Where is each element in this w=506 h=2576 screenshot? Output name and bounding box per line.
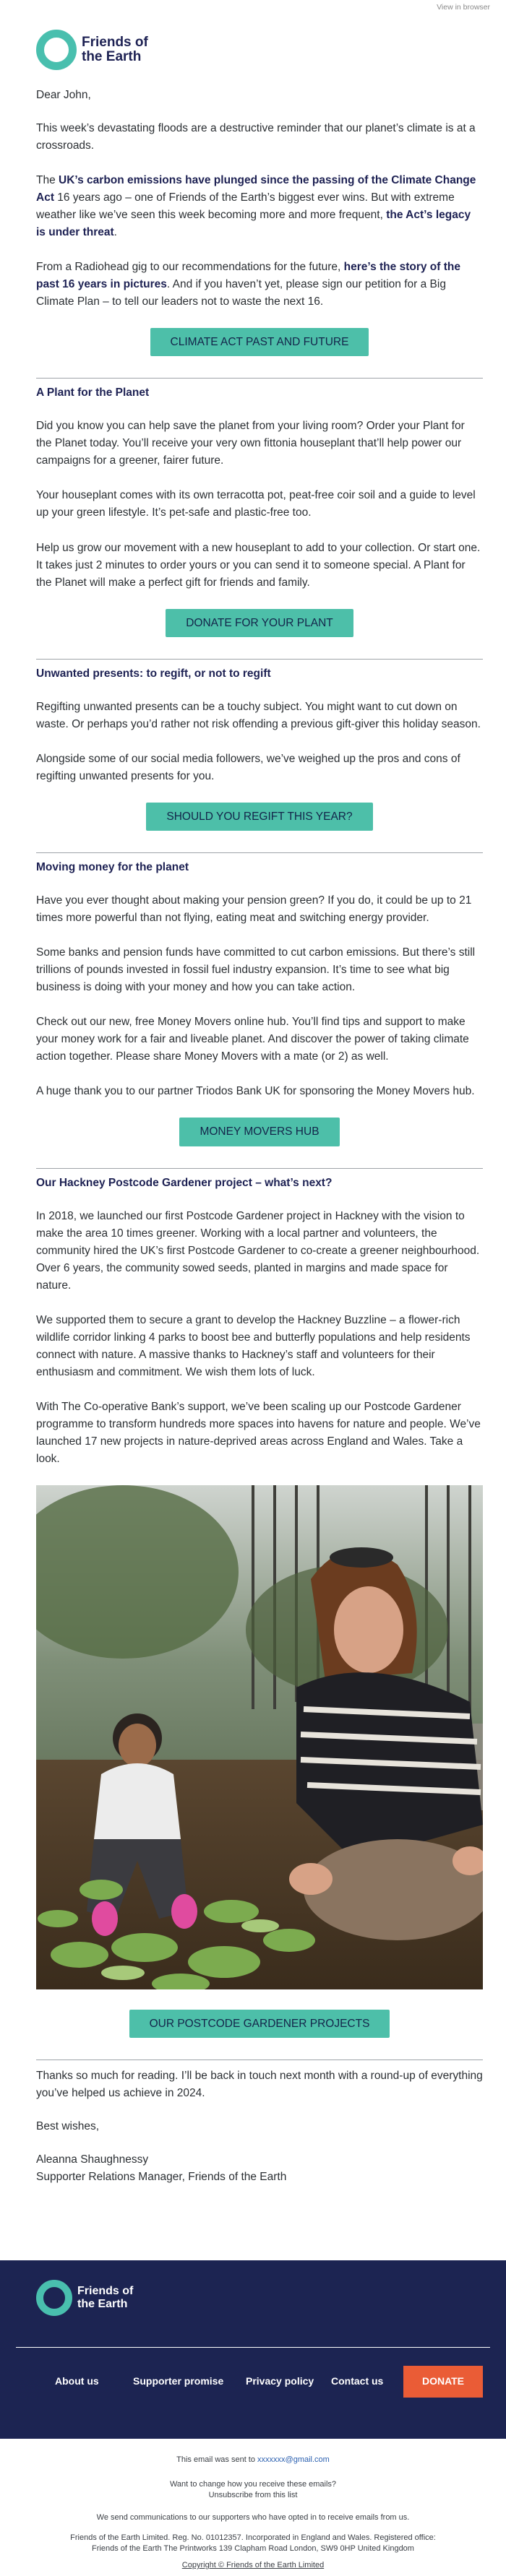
gardening-photo[interactable] — [36, 1485, 483, 1989]
recipient-email[interactable]: xxxxxxx@gmail.com — [257, 2455, 330, 2464]
opt-in-notice: We send communications to our supporters who have opted in to receive emails from us. — [96, 2513, 410, 2522]
header-logo[interactable] — [36, 14, 483, 82]
footer-link-privacy[interactable]: Privacy policy — [246, 2375, 314, 2387]
act-threat-link[interactable]: the Act’s legacy is under threat — [36, 209, 471, 239]
intro-paragraph-1: This week’s devastating floods are a destructive reminder that our planet’s climate is at a crossroads. — [36, 122, 476, 152]
legal-notice: Friends of the Earth Limited. Reg. No. 01012357. Incorporated in England and Wales. Registered office: Friends of the Earth The Printworks 139 Clapham Road London, SW9 0HP United Kingdom — [70, 2533, 436, 2554]
plant-paragraph-1: Did you know you can help save the planet from your living room? Order your Plant for the Planet today. You’ll receive your very own fittonia houseplant that’ll help power our campaigns for a greener, fairer future. — [36, 420, 465, 467]
intro-paragraph-3: From a Radiohead gig to our recommendations for the future, here’s the story of the past 16 years in pictures. And if you haven’t yet, please sign our petition for a Big Climate Plan – to tell our leaders not to waste the next 16. — [36, 261, 460, 308]
gardener-heading: Our Hackney Postcode Gardener project – what’s next? — [36, 1176, 333, 1189]
sender-role: Supporter Relations Manager, Friends of the Earth — [36, 2171, 287, 2184]
footer-donate-button[interactable]: DONATE — [403, 2366, 483, 2398]
emissions-link[interactable]: UK’s carbon emissions have plunged since the passing of the Climate Change Act — [36, 174, 476, 204]
divider — [36, 659, 483, 660]
divider — [36, 1168, 483, 1169]
regift-heading: Unwanted presents: to regift, or not to regift — [36, 667, 271, 680]
logo-ring-icon — [36, 30, 77, 70]
best-wishes: Best wishes, — [36, 2120, 100, 2133]
greeting: Dear John, — [36, 89, 91, 101]
regift-button[interactable]: SHOULD YOU REGIFT THIS YEAR? — [146, 803, 372, 831]
copyright-link[interactable]: Copyright © Friends of the Earth Limited — [181, 2561, 325, 2569]
footer — [0, 2260, 506, 2439]
footer-link-about[interactable]: About us — [55, 2375, 99, 2387]
view-in-browser-link[interactable]: View in browser — [437, 3, 490, 12]
email-body — [0, 14, 506, 2186]
money-paragraph-3: Check out our new, free Money Movers online hub. You’ll find tips and support to make your money work for a fair and liveable planet. And discover the power of taking climate action together. Please share Money Movers with a mate (or 2) as well. — [36, 1016, 469, 1063]
divider — [36, 378, 483, 379]
donate-plant-button[interactable]: DONATE FOR YOUR PLANT — [166, 609, 353, 637]
footer-logo-ring-icon — [36, 2280, 72, 2316]
postcode-gardener-button[interactable]: OUR POSTCODE GARDENER PROJECTS — [129, 2010, 390, 2038]
logo-text: Friends of the Earth — [82, 35, 148, 64]
divider — [36, 852, 483, 853]
closing-paragraph: Thanks so much for reading. I’ll be back in touch next month with a round-up of everything you’ve helped us achieve in 2024. — [36, 2070, 483, 2100]
gardener-paragraph-1: In 2018, we launched our first Postcode Gardener project in Hackney with the vision to make the area 10 times greener. Working with a local partner and volunteers, the community hired the UK’s first Postcode Gardener to co-create a greener neighbourhood. Over 6 years, the community sowed seeds, planted in margins and made space for nature. — [36, 1209, 480, 1292]
plant-paragraph-3: Help us grow our movement with a new houseplant to add to your collection. Or start one. It takes just 2 minutes to order yours or you can send it to someone special. A Plant for the Planet will make a perfect gift for friends and family. — [36, 541, 481, 589]
climate-act-button[interactable]: CLIMATE ACT PAST AND FUTURE — [150, 328, 369, 356]
plant-paragraph-2: Your houseplant comes with its own terracotta pot, peat-free coir soil and a guide to level up your green lifestyle. It’s pet-safe and plastic-free too. — [36, 489, 476, 519]
footer-logo[interactable]: Friends of the Earth — [36, 2280, 133, 2316]
footer-link-contact[interactable]: Contact us — [331, 2375, 384, 2387]
gardener-paragraph-3: With The Co-operative Bank’s support, we’ve been scaling up our Postcode Gardener programme to transform hundreds more spaces into havens for nature and people. We’ve launched 17 new projects in nature-deprived areas across England and Wales. Take a look. — [36, 1400, 481, 1465]
sent-to-line: This email was sent to xxxxxxx@gmail.com — [176, 2455, 330, 2464]
footer-nav — [16, 2366, 490, 2398]
footer-link-promise[interactable]: Supporter promise — [133, 2375, 224, 2387]
preferences-block: Want to change how you receive these emails? Unsubscribe from this list — [169, 2480, 337, 2500]
money-paragraph-1: Have you ever thought about making your pension green? If you do, it could be up to 21 times more powerful than not flying, eating meat and switching energy provider. — [36, 894, 472, 925]
unsubscribe-link[interactable]: Unsubscribe from this list — [208, 2491, 298, 2500]
copyright — [0, 2560, 506, 2571]
sign-off — [36, 2067, 483, 2186]
divider — [36, 2059, 483, 2060]
pictures-link[interactable]: here’s the story of the past 16 years in pictures — [36, 261, 460, 291]
plant-heading: A Plant for the Planet — [36, 386, 150, 399]
footer-divider — [16, 2347, 490, 2348]
money-heading: Moving money for the planet — [36, 861, 189, 874]
gardener-paragraph-2: We supported them to secure a grant to develop the Hackney Buzzline – a flower-rich wildlife corridor linking 4 parks to boost bee and butterfly populations and help residents connect with nature. A massive thanks to Hackney’s staff and volunteers for their enthusiasm and commitment. We wish them lots of luck. — [36, 1313, 471, 1378]
money-paragraph-2: Some banks and pension funds have committed to cut carbon emissions. But there’s still trillions of pounds invested in fossil fuel industry expansion. It’s time to see what big business is doing with your money and how you can take action. — [36, 946, 476, 994]
regift-paragraph-1: Regifting unwanted presents can be a touchy subject. You might want to cut down on waste. Or perhaps you’d rather not risk offending a previous gift-giver this holiday season. — [36, 700, 481, 730]
intro-paragraph-2: The UK’s carbon emissions have plunged since the passing of the Climate Change Act 16 years ago – one of Friends of the Earth’s biggest ever wins. But with extreme weather like we’ve seen this week becoming more and more frequent, the Act’s legacy is under threat. — [36, 174, 476, 239]
top-bar — [0, 0, 506, 14]
money-paragraph-4: A huge thank you to our partner Triodos Bank UK for sponsoring the Money Movers hub. — [36, 1085, 475, 1098]
money-movers-button[interactable]: MONEY MOVERS HUB — [179, 1118, 339, 1146]
regift-paragraph-2: Alongside some of our social media followers, we’ve weighed up the pros and cons of regifting unwanted presents for you. — [36, 752, 460, 782]
sender-name: Aleanna Shaughnessy — [36, 2153, 149, 2166]
